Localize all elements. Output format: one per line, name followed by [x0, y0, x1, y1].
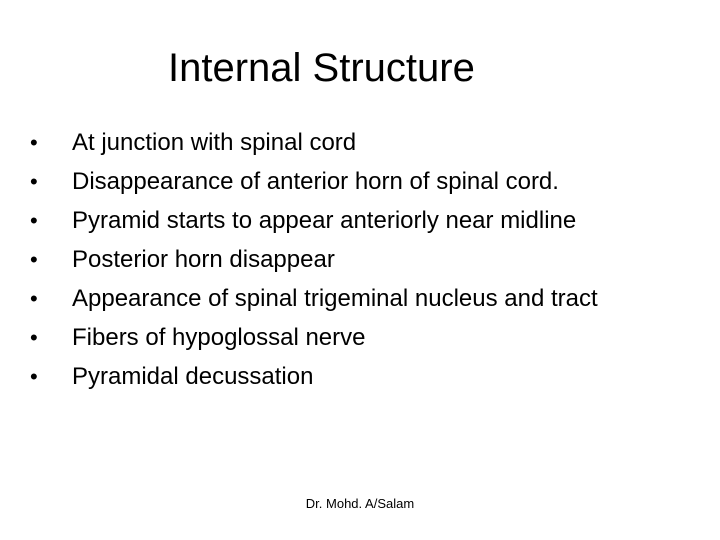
- bullet-item: [30, 362, 690, 392]
- bullet-dot-icon: •: [30, 286, 38, 311]
- bullet-item: [30, 167, 690, 197]
- bullet-text: Fibers of hypoglossal nerve: [72, 324, 366, 351]
- bullet-item: [30, 245, 690, 275]
- bullet-dot-icon: •: [30, 169, 38, 194]
- bullet-text: Disappearance of anterior horn of spinal cord.: [72, 168, 559, 195]
- bullet-item: [30, 323, 690, 353]
- slide-footer-author: Dr. Mohd. A/Salam: [305, 496, 415, 511]
- bullet-list: [30, 128, 690, 401]
- bullet-item: [30, 206, 690, 236]
- slide-title: Internal Structure: [168, 46, 475, 90]
- bullet-text: Posterior horn disappear: [72, 246, 335, 273]
- bullet-text: At junction with spinal cord: [72, 129, 357, 156]
- bullet-text: Pyramidal decussation: [72, 363, 314, 390]
- bullet-dot-icon: •: [30, 247, 38, 272]
- bullet-dot-icon: •: [30, 364, 38, 389]
- bullet-text: Appearance of spinal trigeminal nucleus and tract: [72, 285, 598, 312]
- bullet-dot-icon: •: [30, 208, 38, 233]
- bullet-dot-icon: •: [30, 325, 38, 350]
- bullet-dot-icon: •: [30, 130, 38, 155]
- bullet-item: [30, 128, 690, 158]
- bullet-text: Pyramid starts to appear anteriorly near midline: [72, 207, 577, 234]
- bullet-item: [30, 284, 690, 314]
